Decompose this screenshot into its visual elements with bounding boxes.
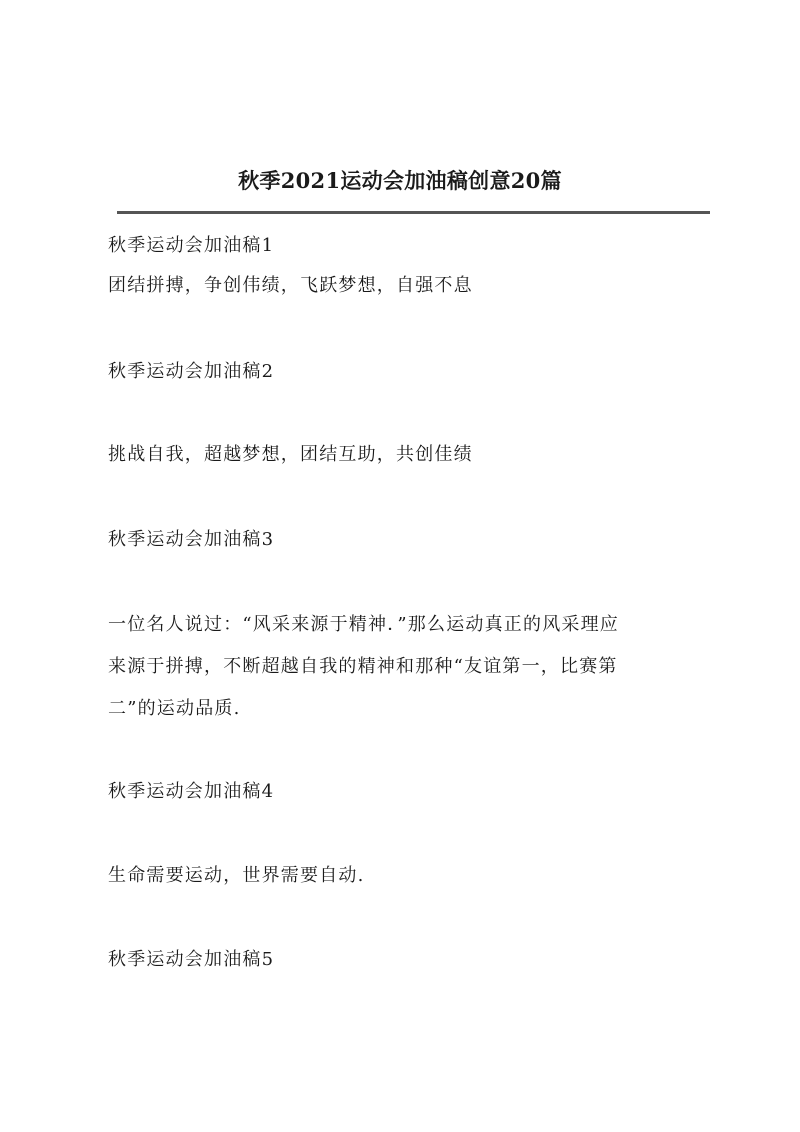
section-heading-1: 秋季运动会加油稿1 [108,235,275,256]
section-body-1-line-1: 团结拼搏，争创伟绩，飞跃梦想，自强不息 [108,275,473,296]
section-body-4-line-1: 生命需要运动，世界需要自动. [108,865,365,886]
section-body-2-line-1: 挑战自我，超越梦想，团结互助，共创佳绩 [108,444,473,465]
section-heading-4: 秋季运动会加油稿4 [108,781,275,802]
section-heading-3: 秋季运动会加油稿3 [108,529,275,550]
section-body-3-line-2: 来源于拼搏，不断超越自我的精神和那种“友谊第一，比赛第 [108,656,618,677]
section-body-3-line-1: 一位名人说过：“风采来源于精神．”那么运动真正的风采理应 [108,614,620,635]
section-heading-2: 秋季运动会加油稿2 [108,361,275,382]
title-divider [117,211,710,214]
section-body-3-line-3: 二”的运动品质. [108,698,241,719]
document-title: 秋季2021运动会加油稿创意20篇 [238,168,562,193]
section-heading-5: 秋季运动会加油稿5 [108,949,275,970]
